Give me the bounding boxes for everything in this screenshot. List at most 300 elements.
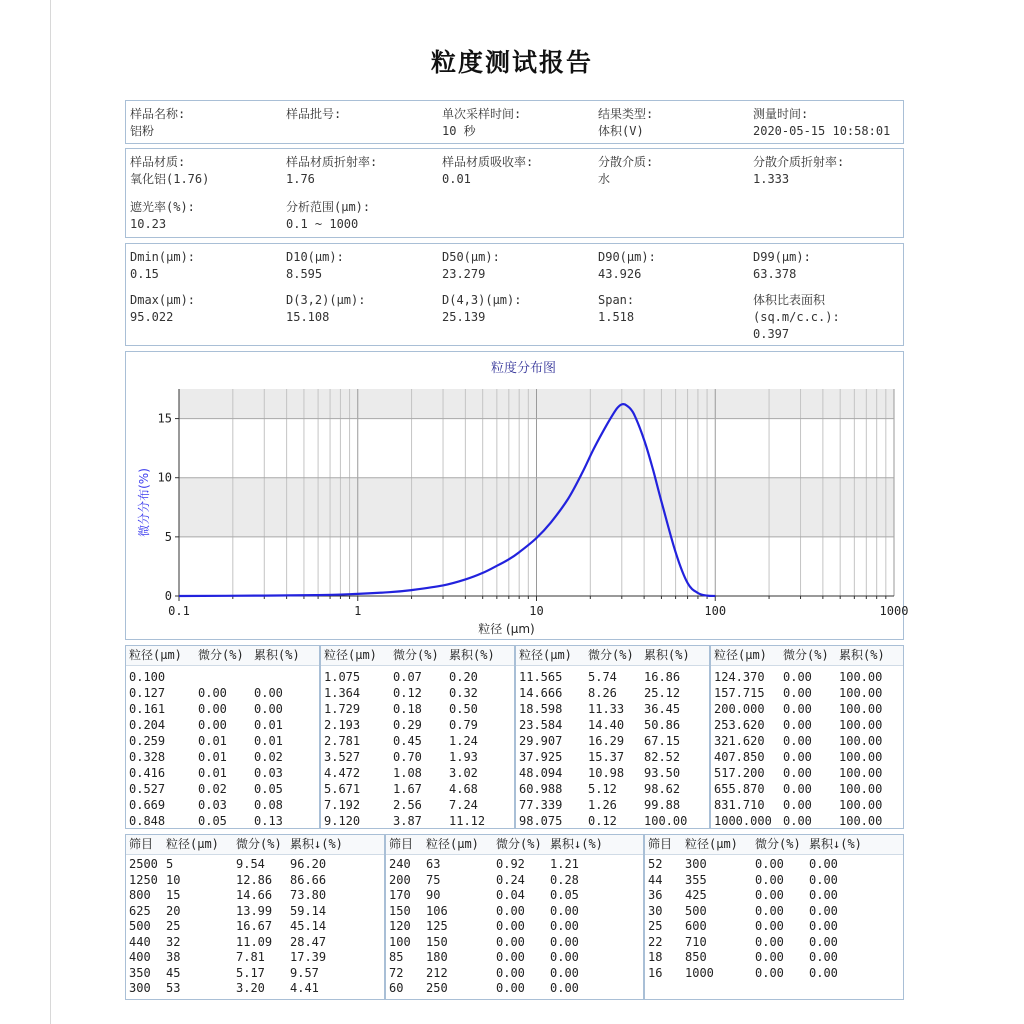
table-cell: 1.24 <box>449 734 478 748</box>
table-cell: 0.00 <box>550 934 579 949</box>
table-cell: 710 <box>685 934 707 949</box>
table-cell: 0.00 <box>198 702 227 716</box>
table-cell: 67.15 <box>644 734 681 748</box>
dispersant-field <box>598 154 653 188</box>
table-cell: 10.98 <box>588 766 625 780</box>
x-tick-label: 0.1 <box>168 604 190 618</box>
table-cell: 60 <box>389 981 404 995</box>
measure-time-label: 测量时间: <box>753 107 809 121</box>
table-cell: 25.12 <box>644 686 681 700</box>
table-cell: 125 <box>426 919 448 933</box>
table-cell: 1.075 <box>324 670 361 684</box>
table-cell: 7.192 <box>324 798 361 812</box>
table-cell: 82.52 <box>644 750 681 764</box>
y-tick-label: 5 <box>164 529 172 544</box>
d32-field <box>286 292 365 326</box>
d43-field <box>442 292 521 326</box>
table-cell: 0.00 <box>496 919 525 933</box>
table-cell: 3.20 <box>236 981 265 995</box>
table-cell: 99.88 <box>644 798 681 812</box>
y-tick-label: 15 <box>157 411 172 426</box>
table-cell: 1.26 <box>588 798 617 812</box>
table-cell: 0.100 <box>129 670 166 684</box>
table-cell: 5.74 <box>588 670 617 684</box>
table-cell: 0.00 <box>254 686 283 700</box>
table-cell: 14.66 <box>236 888 273 902</box>
table-cell: 36.45 <box>644 702 681 716</box>
table-cell: 1.08 <box>393 766 422 780</box>
table-cell: 0.00 <box>755 965 784 980</box>
table-cell: 0.05 <box>198 814 227 828</box>
dispersant-value: 水 <box>598 172 611 186</box>
obscuration-field <box>130 199 195 233</box>
table-cell: 98.62 <box>644 782 681 796</box>
table-cell: 0.00 <box>254 702 283 716</box>
table-cell: 100.00 <box>839 702 883 716</box>
column-header: 微分(%) <box>198 648 244 662</box>
measure-time-field <box>753 106 890 140</box>
table-header <box>321 645 514 666</box>
table-cell: 25 <box>648 919 663 933</box>
table-cell: 0.00 <box>783 702 812 716</box>
column-header: 筛目 <box>648 837 673 851</box>
column-header: 筛目 <box>389 837 414 851</box>
column-header: 粒径(μm) <box>714 648 767 662</box>
d99-label: D99(μm): <box>753 250 811 264</box>
d50-field <box>442 249 500 283</box>
x-tick-label: 1000 <box>879 604 909 618</box>
y-axis-label: 微分分布(%) <box>137 468 151 537</box>
sampling-time-label: 单次采样时间: <box>442 107 522 121</box>
table-cell: 85 <box>389 950 404 964</box>
d43-value: 25.139 <box>442 310 486 324</box>
table-cell: 86.66 <box>290 872 327 887</box>
table-cell: 98.075 <box>519 814 563 828</box>
d99-field <box>753 249 811 283</box>
table-cell: 300 <box>129 981 151 995</box>
column-header: 微分(%) <box>588 648 634 662</box>
specific-surface-field <box>753 292 893 343</box>
table-cell: 9.57 <box>290 965 319 980</box>
dmax-field <box>130 292 195 326</box>
table-cell: 20 <box>166 903 181 918</box>
table-cell: 0.00 <box>755 934 784 949</box>
table-cell: 0.07 <box>393 670 422 684</box>
column-header: 微分(%) <box>783 648 829 662</box>
table-cell: 4.41 <box>290 981 319 995</box>
specific-surface-label: 体积比表面积(sq.m/c.c.): <box>753 293 840 324</box>
table-cell: 13.99 <box>236 903 273 918</box>
d90-label: D90(μm): <box>598 250 656 264</box>
table-cell: 11.565 <box>519 670 563 684</box>
mesh-table <box>385 834 644 1000</box>
table-cell: 0.00 <box>783 670 812 684</box>
x-tick-label: 10 <box>529 604 544 618</box>
table-cell: 0.00 <box>783 798 812 812</box>
table-cell: 0.328 <box>129 750 166 764</box>
table-cell: 9.120 <box>324 814 361 828</box>
table-cell: 100.00 <box>839 734 883 748</box>
column-header: 累积(%) <box>254 648 300 662</box>
table-cell: 52 <box>648 857 663 871</box>
table-cell: 655.870 <box>714 782 765 796</box>
column-header: 微分(%) <box>393 648 439 662</box>
d90-field <box>598 249 656 283</box>
table-cell: 1.364 <box>324 686 361 700</box>
table-cell: 0.00 <box>496 934 525 949</box>
table-cell: 37.925 <box>519 750 563 764</box>
table-cell: 5.12 <box>588 782 617 796</box>
table-cell: 0.00 <box>809 903 838 918</box>
table-cell: 96.20 <box>290 857 327 871</box>
table-cell: 0.20 <box>449 670 478 684</box>
dmax-value: 95.022 <box>130 310 174 324</box>
table-cell: 0.00 <box>809 919 838 933</box>
table-cell: 18.598 <box>519 702 563 716</box>
sampling-time-field <box>442 106 521 140</box>
table-cell: 0.161 <box>129 702 166 716</box>
dispersant-ri-value: 1.333 <box>753 172 790 186</box>
d10-value: 8.595 <box>286 267 323 281</box>
obscuration-value: 10.23 <box>130 217 167 231</box>
material-ri-field <box>286 154 377 188</box>
table-cell: 0.28 <box>550 872 579 887</box>
statistics-panel <box>125 243 904 346</box>
table-cell: 250 <box>426 981 448 995</box>
specific-surface-value: 0.397 <box>753 327 790 341</box>
x-axis-label: 粒径 (μm) <box>478 622 535 636</box>
table-cell: 16.67 <box>236 919 273 933</box>
table-cell: 45 <box>166 965 181 980</box>
table-cell: 28.47 <box>290 934 327 949</box>
table-cell: 0.00 <box>550 950 579 964</box>
analysis-range-label: 分析范围(μm): <box>286 200 371 214</box>
span-value: 1.518 <box>598 310 635 324</box>
table-cell: 11.33 <box>588 702 625 716</box>
table-cell: 0.03 <box>254 766 283 780</box>
d90-value: 43.926 <box>598 267 642 281</box>
table-cell: 0.01 <box>198 766 227 780</box>
result-type-field <box>598 106 653 140</box>
table-cell: 0.00 <box>550 965 579 980</box>
table-header <box>126 834 384 855</box>
table-cell: 253.620 <box>714 718 765 732</box>
table-cell: 25 <box>166 919 181 933</box>
obscuration-label: 遮光率(%): <box>130 200 195 214</box>
table-cell: 10 <box>166 872 181 887</box>
sample-name-value: 铝粉 <box>130 124 155 138</box>
table-cell: 0.04 <box>496 888 525 902</box>
table-cell: 16 <box>648 965 663 980</box>
table-cell: 15.37 <box>588 750 625 764</box>
table-cell: 11.09 <box>236 934 273 949</box>
table-header <box>126 645 319 666</box>
distribution-table <box>710 645 904 829</box>
table-cell: 100.00 <box>839 798 883 812</box>
analysis-range-field <box>286 199 370 233</box>
table-cell: 0.00 <box>550 981 579 995</box>
table-cell: 0.01 <box>198 750 227 764</box>
table-cell: 3.02 <box>449 766 478 780</box>
table-cell: 157.715 <box>714 686 765 700</box>
table-cell: 12.86 <box>236 872 273 887</box>
table-cell: 100.00 <box>839 718 883 732</box>
table-cell: 72 <box>389 965 404 980</box>
material-info-panel <box>125 148 904 238</box>
table-cell: 0.50 <box>449 702 478 716</box>
table-cell: 73.80 <box>290 888 327 902</box>
table-cell: 0.00 <box>550 919 579 933</box>
table-cell: 0.01 <box>254 734 283 748</box>
table-cell: 180 <box>426 950 448 964</box>
x-tick-label: 100 <box>704 604 727 618</box>
table-cell: 100.00 <box>839 782 883 796</box>
table-cell: 0.00 <box>783 734 812 748</box>
table-cell: 0.00 <box>755 888 784 902</box>
table-cell: 1.21 <box>550 857 579 871</box>
table-cell: 0.05 <box>254 782 283 796</box>
d50-label: D50(μm): <box>442 250 500 264</box>
table-cell: 517.200 <box>714 766 765 780</box>
table-cell: 0.01 <box>198 734 227 748</box>
table-cell: 5 <box>166 857 174 871</box>
d43-label: D(4,3)(μm): <box>442 293 522 307</box>
table-cell: 16.29 <box>588 734 625 748</box>
d10-label: D10(μm): <box>286 250 344 264</box>
table-cell: 0.00 <box>809 872 838 887</box>
table-cell: 22 <box>648 934 663 949</box>
table-cell: 300 <box>685 857 707 871</box>
table-cell: 48.094 <box>519 766 563 780</box>
table-cell: 1.93 <box>449 750 478 764</box>
column-header: 筛目 <box>129 837 154 851</box>
table-cell: 407.850 <box>714 750 765 764</box>
table-cell: 150 <box>426 934 448 949</box>
table-cell: 9.54 <box>236 857 265 871</box>
table-cell: 0.848 <box>129 814 166 828</box>
table-cell: 0.00 <box>755 919 784 933</box>
table-cell: 240 <box>389 857 411 871</box>
table-cell: 0.127 <box>129 686 166 700</box>
table-cell: 75 <box>426 872 441 887</box>
column-header: 粒径(μm) <box>426 837 479 851</box>
table-header <box>386 834 643 855</box>
table-cell: 831.710 <box>714 798 765 812</box>
table-cell: 100.00 <box>839 750 883 764</box>
table-cell: 50.86 <box>644 718 681 732</box>
table-header <box>516 645 709 666</box>
table-cell: 500 <box>129 919 151 933</box>
table-cell: 0.00 <box>755 903 784 918</box>
sample-name-label: 样品名称: <box>130 107 186 121</box>
table-cell: 0.24 <box>496 872 525 887</box>
table-cell: 355 <box>685 872 707 887</box>
table-cell: 0.00 <box>496 950 525 964</box>
table-cell: 0.00 <box>783 814 812 828</box>
table-cell: 425 <box>685 888 707 902</box>
table-cell: 45.14 <box>290 919 327 933</box>
table-cell: 0.00 <box>496 965 525 980</box>
table-cell: 100.00 <box>839 766 883 780</box>
table-cell: 0.00 <box>496 981 525 995</box>
table-cell: 0.00 <box>755 857 784 871</box>
table-cell: 0.00 <box>198 718 227 732</box>
material-absorption-value: 0.01 <box>442 172 471 186</box>
table-cell: 0.00 <box>783 718 812 732</box>
material-value: 氧化铝(1.76) <box>130 172 210 186</box>
table-cell: 4.472 <box>324 766 361 780</box>
table-cell: 7.81 <box>236 950 265 964</box>
table-cell: 0.00 <box>809 857 838 871</box>
dmin-value: 0.15 <box>130 267 159 281</box>
table-cell: 63 <box>426 857 441 871</box>
table-cell: 100.00 <box>839 814 883 828</box>
result-type-label: 结果类型: <box>598 107 654 121</box>
material-label: 样品材质: <box>130 155 186 169</box>
sample-batch-field <box>286 106 341 123</box>
table-cell: 11.12 <box>449 814 486 828</box>
column-header: 累积↓(%) <box>550 837 603 851</box>
table-cell: 0.00 <box>755 872 784 887</box>
table-cell: 0.204 <box>129 718 166 732</box>
table-cell: 0.00 <box>198 686 227 700</box>
sample-name-field <box>130 106 185 140</box>
table-cell: 0.00 <box>550 903 579 918</box>
table-cell: 0.79 <box>449 718 478 732</box>
table-cell: 3.527 <box>324 750 361 764</box>
table-cell: 36 <box>648 888 663 902</box>
table-cell: 44 <box>648 872 663 887</box>
table-cell: 0.259 <box>129 734 166 748</box>
d99-value: 63.378 <box>753 267 797 281</box>
dmax-label: Dmax(μm): <box>130 293 196 307</box>
table-cell: 60.988 <box>519 782 563 796</box>
table-cell: 0.00 <box>809 950 838 964</box>
column-header: 累积↓(%) <box>290 837 343 851</box>
column-header: 累积(%) <box>644 648 690 662</box>
material-ri-label: 样品材质折射率: <box>286 155 378 169</box>
table-cell: 29.907 <box>519 734 563 748</box>
table-cell: 7.24 <box>449 798 478 812</box>
table-cell: 30 <box>648 903 663 918</box>
table-cell: 100.00 <box>839 670 883 684</box>
result-type-value: 体积(V) <box>598 124 644 138</box>
table-cell: 90 <box>426 888 441 902</box>
table-cell: 212 <box>426 965 448 980</box>
table-cell: 0.00 <box>783 686 812 700</box>
material-absorption-field <box>442 154 533 188</box>
measure-time-value: 2020-05-15 10:58:01 <box>753 124 891 138</box>
table-cell: 0.00 <box>809 965 838 980</box>
table-cell: 59.14 <box>290 903 327 918</box>
distribution-table <box>320 645 515 829</box>
dmin-label: Dmin(μm): <box>130 250 196 264</box>
table-cell: 0.45 <box>393 734 422 748</box>
table-cell: 0.02 <box>198 782 227 796</box>
column-header: 微分(%) <box>236 837 282 851</box>
table-cell: 5.671 <box>324 782 361 796</box>
table-cell: 2.781 <box>324 734 361 748</box>
table-cell: 625 <box>129 903 151 918</box>
table-cell: 0.03 <box>198 798 227 812</box>
table-cell: 14.666 <box>519 686 563 700</box>
table-cell: 106 <box>426 903 448 918</box>
table-cell: 200.000 <box>714 702 765 716</box>
material-ri-value: 1.76 <box>286 172 315 186</box>
column-header: 粒径(μm) <box>519 648 572 662</box>
table-cell: 93.50 <box>644 766 681 780</box>
report-title: 粒度测试报告 <box>430 48 593 77</box>
table-cell: 2.56 <box>393 798 422 812</box>
table-cell: 32 <box>166 934 181 949</box>
table-cell: 0.08 <box>254 798 283 812</box>
table-cell: 170 <box>389 888 411 902</box>
span-field <box>598 292 634 326</box>
table-cell: 800 <box>129 888 151 902</box>
table-cell: 440 <box>129 934 151 949</box>
table-cell: 0.00 <box>755 950 784 964</box>
table-cell: 0.00 <box>809 934 838 949</box>
table-cell: 0.669 <box>129 798 166 812</box>
sampling-time-value: 10 秒 <box>442 124 476 138</box>
mesh-table <box>125 834 385 1000</box>
table-cell: 23.584 <box>519 718 563 732</box>
table-cell: 150 <box>389 903 411 918</box>
table-cell: 0.527 <box>129 782 166 796</box>
table-cell: 0.12 <box>588 814 617 828</box>
table-cell: 0.00 <box>783 750 812 764</box>
column-header: 粒径(μm) <box>166 837 219 851</box>
material-field <box>130 154 209 188</box>
dispersant-ri-label: 分散介质折射率: <box>753 155 845 169</box>
y-tick-label: 10 <box>157 470 172 485</box>
mesh-table <box>644 834 904 1000</box>
material-absorption-label: 样品材质吸收率: <box>442 155 534 169</box>
table-cell: 8.26 <box>588 686 617 700</box>
table-cell: 77.339 <box>519 798 563 812</box>
table-cell: 1.67 <box>393 782 422 796</box>
table-cell: 200 <box>389 872 411 887</box>
table-cell: 1000 <box>685 965 714 980</box>
table-cell: 1250 <box>129 872 158 887</box>
y-tick-label: 0 <box>164 589 172 603</box>
table-cell: 350 <box>129 965 151 980</box>
column-header: 累积(%) <box>449 648 495 662</box>
table-cell: 1000.000 <box>714 814 772 828</box>
table-cell: 500 <box>685 903 707 918</box>
dispersant-label: 分散介质: <box>598 155 654 169</box>
table-cell: 16.86 <box>644 670 681 684</box>
dispersant-ri-field <box>753 154 844 188</box>
table-cell: 2.193 <box>324 718 361 732</box>
table-cell: 850 <box>685 950 707 964</box>
page-left-border <box>50 0 51 1024</box>
table-cell: 14.40 <box>588 718 625 732</box>
sample-batch-label: 样品批号: <box>286 107 342 121</box>
table-cell: 0.00 <box>809 888 838 902</box>
table-cell: 0.32 <box>449 686 478 700</box>
d50-value: 23.279 <box>442 267 486 281</box>
column-header: 累积(%) <box>839 648 885 662</box>
column-header: 粒径(μm) <box>129 648 182 662</box>
chart-title: 粒度分布图 <box>490 361 557 376</box>
table-cell: 17.39 <box>290 950 327 964</box>
table-cell: 0.00 <box>783 766 812 780</box>
table-header <box>645 834 903 855</box>
table-cell: 100.00 <box>644 814 688 828</box>
dmin-field <box>130 249 195 283</box>
distribution-table <box>125 645 320 829</box>
